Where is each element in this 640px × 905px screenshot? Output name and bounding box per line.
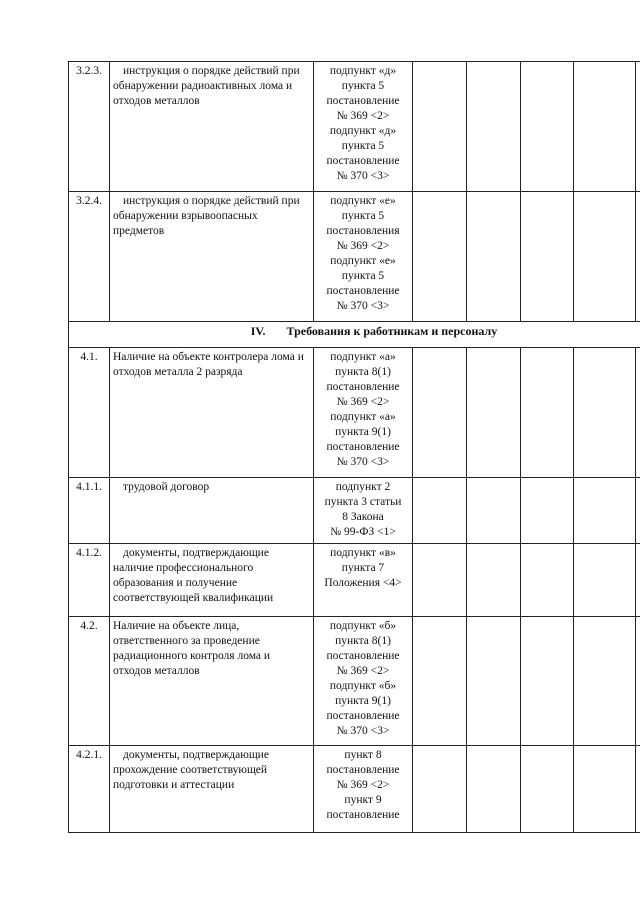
empty-cell [413,478,467,544]
empty-cell [636,746,640,833]
reference-line: пункта 9(1) [335,426,391,438]
reference-line: постановление [326,381,400,393]
empty-cell [413,348,467,478]
row-legal-reference [314,62,413,192]
reference-line: пункта 5 [341,270,385,282]
reference-line: № 369 <2> [336,665,390,677]
reference-line: подпункт «в» [330,547,396,559]
reference-line: пункт 9 [344,794,382,806]
table-row [69,192,640,322]
reference-line: подпункт «а» [330,411,396,423]
empty-cell [413,617,467,746]
empty-cell [574,478,636,544]
reference-line: Положения <4> [324,577,402,589]
reference-line: подпункт «а» [330,351,396,363]
section-title: Требования к работникам и персоналу [286,324,498,338]
empty-cell [521,544,574,617]
reference-line: постановление [326,650,400,662]
row-description: трудовой договор [110,478,314,544]
empty-cell [574,746,636,833]
empty-cell [413,746,467,833]
table-row [69,746,640,833]
row-number: 4.2. [69,617,110,746]
row-legal-reference [314,544,413,617]
empty-cell [521,746,574,833]
empty-cell [574,348,636,478]
row-number: 4.1.1. [69,478,110,544]
reference-line: пункта 5 [341,80,385,92]
empty-cell [467,617,521,746]
row-legal-reference [314,617,413,746]
row-description: документы, подтверждающие прохождение соответствующей подготовки и аттестации [110,746,314,833]
reference-line: постановление [326,155,400,167]
reference-line: пункта 8(1) [335,635,391,647]
section-number: IV. [250,324,266,338]
reference-line: пункта 9(1) [335,695,391,707]
reference-line: постановление [326,809,400,821]
empty-cell [636,192,640,322]
empty-cell [574,544,636,617]
empty-cell [636,478,640,544]
reference-line: № 370 <3> [336,725,390,737]
reference-line: № 369 <2> [336,110,390,122]
requirements-table [68,61,640,833]
reference-line: пункта 5 [341,140,385,152]
reference-line: пункта 3 статьи [324,496,402,508]
section-heading [69,322,640,348]
empty-cell [521,617,574,746]
row-legal-reference [314,478,413,544]
row-description: Наличие на объекте лица, ответственного за проведение радиационного контроля лома и отходов металлов [110,617,314,746]
reference-line: постановления [326,225,400,237]
reference-line: подпункт 2 [335,481,391,493]
row-legal-reference [314,192,413,322]
reference-line: подпункт «д» [329,125,397,137]
reference-line: постановление [326,441,400,453]
empty-cell [636,617,640,746]
reference-line: 8 Закона [342,511,384,523]
row-description: инструкция о порядке действий при обнаружении радиоактивных лома и отходов металлов [110,62,314,192]
reference-line: подпункт «б» [329,620,397,632]
table-row [69,348,640,478]
empty-cell [574,192,636,322]
reference-line: постановление [326,95,400,107]
reference-line: постановление [326,285,400,297]
section-heading-row [69,322,640,348]
table-row [69,617,640,746]
row-legal-reference [314,746,413,833]
reference-line: № 370 <3> [336,456,390,468]
reference-line: подпункт «е» [330,255,396,267]
empty-cell [574,617,636,746]
reference-line: № 370 <3> [336,170,390,182]
reference-line: № 370 <3> [336,300,390,312]
reference-line: пункт 8 [344,749,382,761]
empty-cell [636,348,640,478]
table-row [69,62,640,192]
empty-cell [521,478,574,544]
row-description: Наличие на объекте контролера лома и отходов металла 2 разряда [110,348,314,478]
reference-line: подпункт «е» [330,195,396,207]
empty-cell [636,544,640,617]
table-row [69,544,640,617]
reference-line: подпункт «б» [329,680,397,692]
row-legal-reference [314,348,413,478]
reference-line: № 99-ФЗ <1> [330,526,396,538]
empty-cell [467,62,521,192]
reference-line: постановление [326,710,400,722]
empty-cell [467,544,521,617]
table-row [69,478,640,544]
row-number: 3.2.4. [69,192,110,322]
reference-line: № 369 <2> [336,779,390,791]
empty-cell [574,62,636,192]
row-description: инструкция о порядке действий при обнаружении взрывоопасных предметов [110,192,314,322]
reference-line: пункта 8(1) [335,366,391,378]
empty-cell [413,62,467,192]
reference-line: пункта 7 [341,562,385,574]
reference-line: постановление [326,764,400,776]
empty-cell [467,478,521,544]
empty-cell [521,62,574,192]
empty-cell [413,544,467,617]
empty-cell [467,746,521,833]
empty-cell [413,192,467,322]
row-number: 3.2.3. [69,62,110,192]
empty-cell [636,62,640,192]
reference-line: пункта 5 [341,210,385,222]
row-description: документы, подтверждающие наличие профессионального образования и получение соответствующей квалификации [110,544,314,617]
row-number: 4.1.2. [69,544,110,617]
empty-cell [467,192,521,322]
reference-line: № 369 <2> [336,240,390,252]
row-number: 4.2.1. [69,746,110,833]
empty-cell [467,348,521,478]
empty-cell [521,348,574,478]
reference-line: № 369 <2> [336,396,390,408]
row-number: 4.1. [69,348,110,478]
empty-cell [521,192,574,322]
reference-line: подпункт «д» [329,65,397,77]
